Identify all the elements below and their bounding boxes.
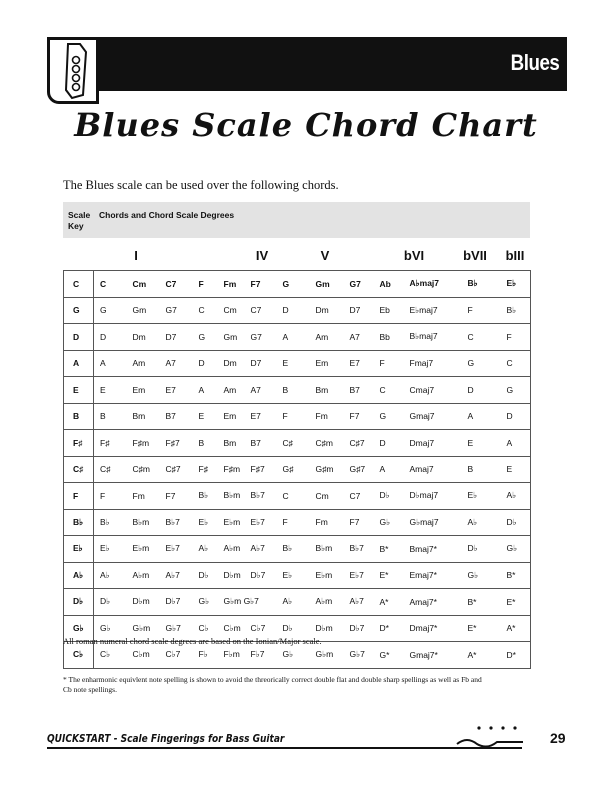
chord-cell: G♭	[94, 615, 127, 642]
table-row	[64, 324, 531, 351]
chord-cell: G	[374, 403, 404, 430]
chord-cell: F7	[344, 509, 374, 536]
chord-cell: B	[193, 430, 218, 457]
chord-cell: Ab	[374, 271, 404, 298]
chord-cell: A	[374, 456, 404, 483]
chord-cell: D	[501, 403, 531, 430]
chord-cell: G	[277, 271, 310, 298]
chord-cell: E*	[374, 562, 404, 589]
chord-cell: A	[193, 377, 218, 404]
chord-cell: A*	[462, 642, 501, 669]
chord-cell: A♭m	[218, 536, 245, 563]
chord-cell: Dmaj7*	[404, 615, 462, 642]
chord-cell: B7	[245, 430, 277, 457]
chord-cell: G	[501, 377, 531, 404]
scale-key-cell: D♭	[64, 589, 94, 616]
chord-cell: F	[94, 483, 127, 510]
chord-cell: E♭m	[127, 536, 160, 563]
bass-headstock-icon	[47, 37, 99, 104]
chord-cell: D♭	[94, 589, 127, 616]
scale-key-cell: F	[64, 483, 94, 510]
table-row	[64, 536, 531, 563]
chord-cell: C	[374, 377, 404, 404]
chord-cell: A	[277, 324, 310, 351]
chord-cell: G♯7	[344, 456, 374, 483]
chord-cell: G♭	[193, 589, 218, 616]
scale-key-cell: A	[64, 350, 94, 377]
intro-text: The Blues scale can be used over the following chords.	[63, 178, 339, 192]
chord-cell: F	[277, 403, 310, 430]
chord-cell: Cm	[218, 297, 245, 324]
chord-cell: D7	[344, 297, 374, 324]
chord-cell: E7	[245, 403, 277, 430]
chord-cell: F	[462, 297, 501, 324]
chord-cell: F♯	[193, 456, 218, 483]
degree-header: I	[134, 248, 138, 263]
chord-cell: F♭m	[218, 642, 245, 669]
chord-cell: E♭	[94, 536, 127, 563]
chord-cell: Fm	[310, 403, 344, 430]
chord-cell: E♭	[193, 509, 218, 536]
chord-cell: G	[94, 297, 127, 324]
chord-cell: Dm	[310, 297, 344, 324]
chord-cell: C7	[344, 483, 374, 510]
scale-key-cell: B	[64, 403, 94, 430]
chord-cell: D♭7	[245, 562, 277, 589]
table-row	[64, 271, 531, 298]
table-row	[64, 483, 531, 510]
chord-cell: G7	[245, 324, 277, 351]
chord-cell: D♭7	[160, 589, 193, 616]
chord-cell: F	[277, 509, 310, 536]
chord-cell: B	[277, 377, 310, 404]
chord-cell: D♭m	[218, 562, 245, 589]
chord-cell: G♭	[462, 562, 501, 589]
chord-cell: A♭7	[160, 562, 193, 589]
chord-cell: C♯	[277, 430, 310, 457]
key-label: Key	[68, 221, 84, 231]
chord-cell: G	[462, 350, 501, 377]
chord-cell: F	[193, 271, 218, 298]
chord-cell: A♭	[94, 562, 127, 589]
chord-cell: D♭7	[344, 615, 374, 642]
chord-cell: D♭	[374, 483, 404, 510]
chord-cell: E♭	[501, 271, 531, 298]
chord-cell: C7	[160, 271, 193, 298]
chord-cell: C♯m	[127, 456, 160, 483]
chord-cell: B♭maj7	[404, 324, 462, 351]
chord-cell: A♭	[193, 536, 218, 563]
chord-cell: E♭7	[160, 536, 193, 563]
chord-cell: G♯m	[310, 456, 344, 483]
chord-cell: A*	[374, 589, 404, 616]
chord-cell: B7	[160, 403, 193, 430]
chord-cell: Am	[127, 350, 160, 377]
chord-cell: A♭	[462, 509, 501, 536]
table-key-header	[63, 202, 530, 238]
chord-cell: G♭7	[160, 615, 193, 642]
chord-cell: F7	[245, 271, 277, 298]
chord-cell: C♯	[94, 456, 127, 483]
chord-cell: E♭	[277, 562, 310, 589]
chord-cell: B♭	[277, 536, 310, 563]
chord-cell: Dm	[127, 324, 160, 351]
chord-cell: Em	[218, 403, 245, 430]
chord-cell: Amaj7	[404, 456, 462, 483]
table-row	[64, 509, 531, 536]
chord-cell: E♭maj7	[404, 297, 462, 324]
header-band	[47, 37, 567, 91]
chord-cell: D♭m	[310, 615, 344, 642]
chord-cell: C	[501, 350, 531, 377]
chord-cell: B♭7	[344, 536, 374, 563]
scale-key-cell: F♯	[64, 430, 94, 457]
chord-cell: D7	[245, 350, 277, 377]
chord-cell: G♭m	[310, 642, 344, 669]
chord-cell: G♭	[277, 642, 310, 669]
chord-cell: B*	[462, 589, 501, 616]
chord-cell: G♭7	[344, 642, 374, 669]
chord-cell: G♭	[374, 509, 404, 536]
page-title: Blues Scale Chord Chart	[74, 106, 538, 144]
chord-cell: Bmaj7*	[404, 536, 462, 563]
table-row	[64, 562, 531, 589]
chord-cell: Gmaj7*	[404, 642, 462, 669]
chord-cell: Fm	[127, 483, 160, 510]
chord-cell: B♭7	[160, 509, 193, 536]
chord-cell: F♯7	[160, 430, 193, 457]
chord-cell: Dmaj7	[404, 430, 462, 457]
chord-cell: A♭m	[127, 562, 160, 589]
chord-cell: C♯7	[344, 430, 374, 457]
footer-rule	[47, 747, 522, 749]
chord-cell: C♭7	[245, 615, 277, 642]
chord-cell: F♭	[193, 642, 218, 669]
chord-cell: D♭	[462, 536, 501, 563]
chord-cell: B♭	[94, 509, 127, 536]
chord-cell: F♯7	[245, 456, 277, 483]
chord-cell: F♯m	[127, 430, 160, 457]
chord-cell: A♭maj7	[404, 271, 462, 298]
chord-cell: D	[374, 430, 404, 457]
scale-key-cell: E	[64, 377, 94, 404]
chord-cell: Emaj7*	[404, 562, 462, 589]
bass-neck-icon	[455, 722, 525, 750]
scale-key-cell: A♭	[64, 562, 94, 589]
chord-cell: E	[193, 403, 218, 430]
chord-cell: E7	[344, 350, 374, 377]
chord-cell: Gm	[127, 297, 160, 324]
degree-header: V	[320, 248, 330, 263]
chord-cell: Cmaj7	[404, 377, 462, 404]
chord-cell: E♭	[462, 483, 501, 510]
chord-cell: E♭m	[218, 509, 245, 536]
scale-key-cell: G	[64, 297, 94, 324]
chord-cell: D	[277, 297, 310, 324]
chord-cell: C	[94, 271, 127, 298]
chord-cell: Am	[218, 377, 245, 404]
chord-cell: D	[193, 350, 218, 377]
chord-cell: G♭m G♭7	[218, 589, 245, 616]
table-row	[64, 297, 531, 324]
footer-title: QUICKSTART - Scale Fingerings for Bass Guitar	[47, 732, 285, 745]
chord-cell: E	[277, 350, 310, 377]
chord-cell: E♭m	[310, 562, 344, 589]
chord-cell: D♭	[501, 509, 531, 536]
chord-cell: Fmaj7	[404, 350, 462, 377]
chord-cell: Gmaj7	[404, 403, 462, 430]
degree-header: bVII	[463, 248, 487, 263]
chord-cell: A7	[160, 350, 193, 377]
chord-cell: A	[501, 430, 531, 457]
chord-cell: F	[501, 324, 531, 351]
chord-cell: F7	[344, 403, 374, 430]
chord-cell: C	[193, 297, 218, 324]
chord-cell: D♭m	[127, 589, 160, 616]
chord-cell: B*	[374, 536, 404, 563]
scale-key-cell: C♯	[64, 456, 94, 483]
chord-cell: D7	[160, 324, 193, 351]
chord-cell: B♭m	[310, 536, 344, 563]
chord-cell: C♯7	[160, 456, 193, 483]
degree-header: bIII	[505, 248, 525, 263]
scale-key-cell: D	[64, 324, 94, 351]
chord-cell: G7	[344, 271, 374, 298]
degree-header: IV	[255, 248, 269, 263]
chord-cell: G♭m	[127, 615, 160, 642]
chord-cell: Em	[127, 377, 160, 404]
chord-cell: B♭m	[218, 483, 245, 510]
chord-cell: Gm	[218, 324, 245, 351]
chord-cell: F7	[160, 483, 193, 510]
chord-cell: Bm	[218, 430, 245, 457]
chord-cell: Amaj7*	[404, 589, 462, 616]
chord-table	[63, 270, 531, 669]
chord-cell: E	[501, 456, 531, 483]
degree-note: All roman numeral chord scale degrees are based on the Ionian/Major scale.	[63, 636, 322, 646]
table-row	[64, 350, 531, 377]
chord-cell: F	[374, 350, 404, 377]
table-row	[64, 456, 531, 483]
chord-cell: B*	[501, 562, 531, 589]
chord-cell: A7	[245, 377, 277, 404]
chord-cell: B	[94, 403, 127, 430]
chord-cell: B♭m	[127, 509, 160, 536]
chord-cell: D*	[374, 615, 404, 642]
chord-cell: A*	[501, 615, 531, 642]
chord-cell: E*	[501, 589, 531, 616]
chord-cell: C♯m	[310, 430, 344, 457]
scale-label: Scale	[68, 210, 91, 220]
chord-cell: G♭	[501, 536, 531, 563]
chords-label: Chords and Chord Scale Degrees	[99, 210, 235, 220]
chord-cell: F♯	[94, 430, 127, 457]
chord-cell: D♭maj7	[404, 483, 462, 510]
chord-cell: E	[94, 377, 127, 404]
chord-cell: G	[193, 324, 218, 351]
chord-cell: F♭7	[245, 642, 277, 669]
chord-cell: D	[94, 324, 127, 351]
chord-cell: B♭	[462, 271, 501, 298]
chord-cell: C♭	[193, 615, 218, 642]
chord-cell: E7	[160, 377, 193, 404]
scale-key-label	[68, 210, 90, 232]
chord-cell: Am	[310, 324, 344, 351]
page-number: 29	[550, 730, 566, 746]
chord-cell: G7	[160, 297, 193, 324]
chord-cell: B♭7	[245, 483, 277, 510]
table-row	[64, 589, 531, 616]
chord-cell: E*	[462, 615, 501, 642]
chord-cell: G♯	[277, 456, 310, 483]
chord-cell: Fm	[218, 271, 245, 298]
table-row	[64, 430, 531, 457]
chord-cell: B♭	[501, 297, 531, 324]
degree-header: bVI	[403, 248, 425, 263]
chord-cell: C	[462, 324, 501, 351]
chord-cell: Cm	[127, 271, 160, 298]
chord-cell: A♭	[277, 589, 310, 616]
chord-cell: D*	[501, 642, 531, 669]
chord-cell: Bm	[127, 403, 160, 430]
chord-cell: C♭m	[218, 615, 245, 642]
chord-cell: A♭7	[245, 536, 277, 563]
chord-cell: C♭	[94, 642, 127, 669]
chord-cell: A♭	[501, 483, 531, 510]
chord-cell: B7	[344, 377, 374, 404]
chord-cell: Eb	[374, 297, 404, 324]
chord-cell: D♭	[193, 562, 218, 589]
scale-key-cell: C	[64, 271, 94, 298]
table-row	[64, 377, 531, 404]
chord-cell: C	[277, 483, 310, 510]
chord-cell: E♭7	[344, 562, 374, 589]
chord-cell: G♭maj7	[404, 509, 462, 536]
scale-key-cell: B♭	[64, 509, 94, 536]
chord-cell: A	[94, 350, 127, 377]
chord-cell: G*	[374, 642, 404, 669]
chord-cell: B♭	[193, 483, 218, 510]
scale-key-cell: C♭	[64, 642, 94, 669]
chord-cell: D♭	[277, 615, 310, 642]
chord-cell: C♭m	[127, 642, 160, 669]
chord-cell: Bm	[310, 377, 344, 404]
chord-cell: F♯m	[218, 456, 245, 483]
chord-cell: C7	[245, 297, 277, 324]
chord-cell: Em	[310, 350, 344, 377]
chord-cell: A♭m	[310, 589, 344, 616]
degree-headers	[63, 248, 530, 266]
chord-cell: Bb	[374, 324, 404, 351]
table-row	[64, 403, 531, 430]
chord-cell: C♭7	[160, 642, 193, 669]
section-label: Blues	[510, 50, 559, 75]
chord-cell: A	[462, 403, 501, 430]
scale-key-cell: E♭	[64, 536, 94, 563]
footnote: * The enharmonic equivlent note spelling is shown to avoid the threorically correct double flat and double sharp spellings as well as Fb and Cb note spellings.	[63, 675, 482, 694]
chord-cell: Fm	[310, 509, 344, 536]
chord-cell: A7	[344, 324, 374, 351]
chord-cell: E	[462, 430, 501, 457]
chord-cell: Cm	[310, 483, 344, 510]
chord-cell: Gm	[310, 271, 344, 298]
chord-cell: D	[462, 377, 501, 404]
scale-key-cell: G♭	[64, 615, 94, 642]
chord-cell: A♭7	[344, 589, 374, 616]
chord-cell: E♭7	[245, 509, 277, 536]
chord-cell: Dm	[218, 350, 245, 377]
chord-cell: B	[462, 456, 501, 483]
